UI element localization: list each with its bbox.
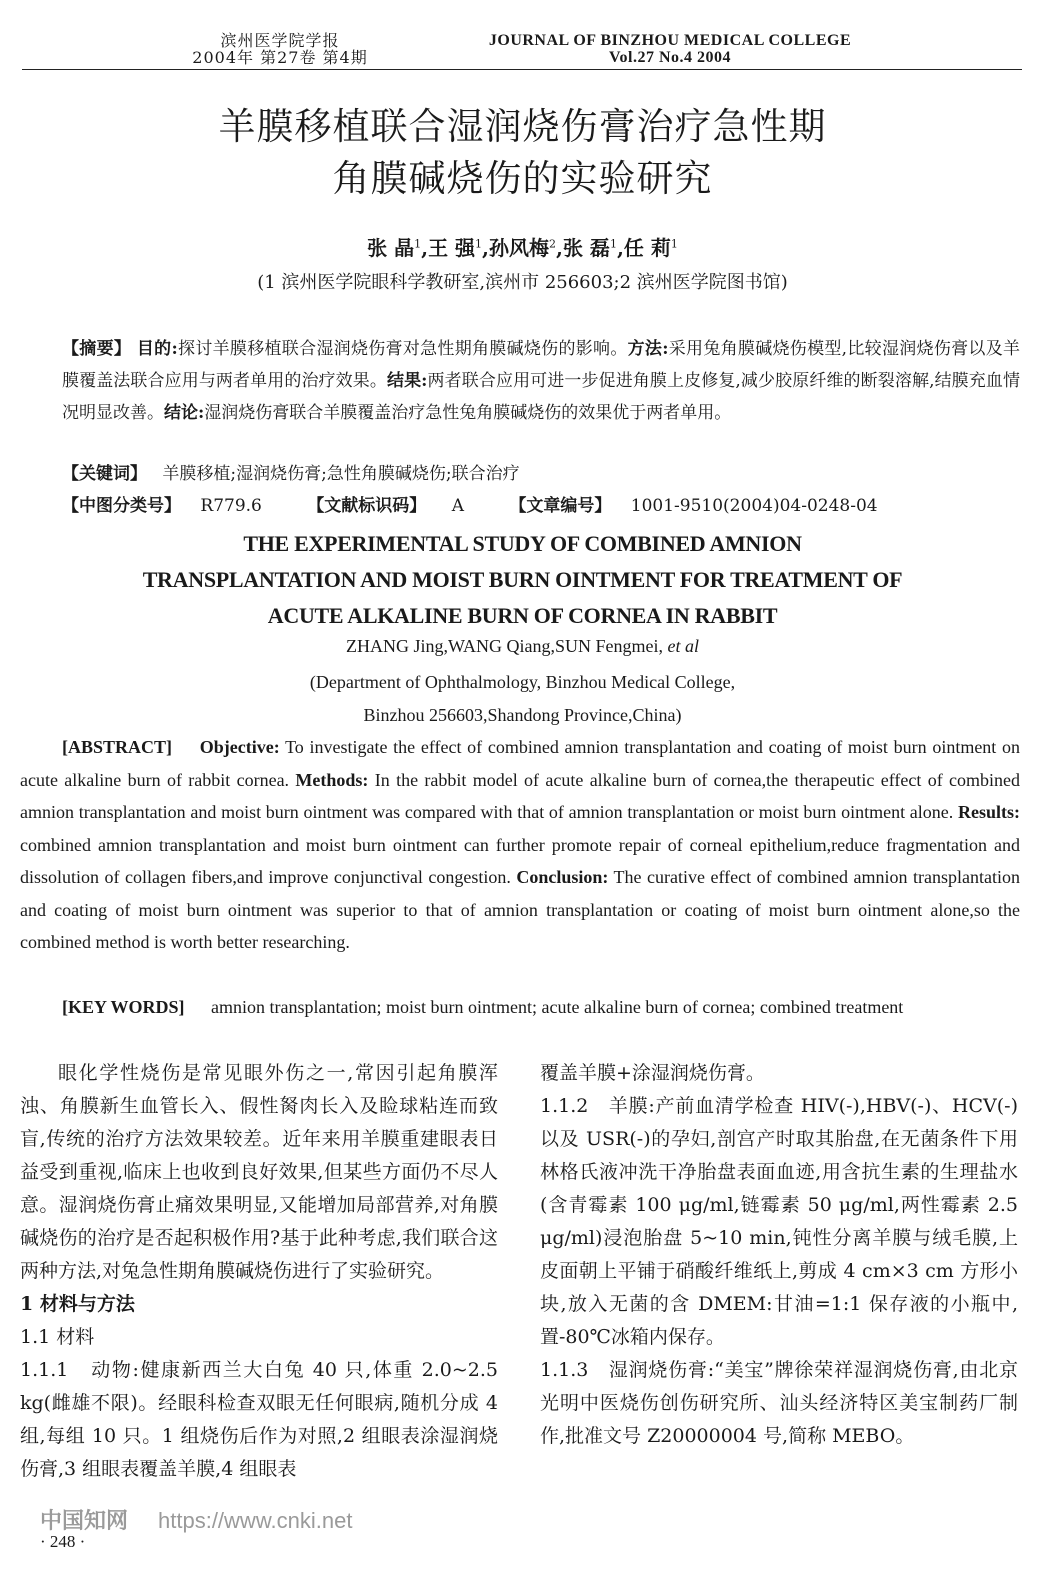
affiliation-cn: (1 滨州医学院眼科学教研室,滨州市 256603;2 滨州医学院图书馆): [257, 272, 788, 293]
cnki-watermark: [40, 1504, 352, 1535]
keywords-cn: [62, 459, 1020, 484]
keywords-en: [20, 993, 1020, 1021]
article-title-en: [0, 526, 1045, 634]
header-rule: [22, 69, 1022, 70]
section-heading-1: 1 材料与方法: [20, 1293, 135, 1315]
journal-name-en: JOURNAL OF BINZHOU MEDICAL COLLEGE: [488, 32, 852, 49]
running-header-right: [470, 32, 870, 66]
abstract-cn: [62, 333, 1020, 429]
paragraph-text: 动物:健康新西兰大白兔 40 只,体重 2.0~2.5 kg(雌雄不限)。经眼科检查双眼无任何眼病,随机分成 4 组,每组 10 只。1 组烧伤后作为对照,2 组眼表涂湿润烧伤膏,3 组眼表覆盖羊膜,4 组眼表: [20, 1359, 499, 1480]
objective-label: 目的:: [136, 339, 178, 359]
watermark-url: https://www.cnki.net: [158, 1508, 353, 1533]
paragraph-1-1-2: [540, 1090, 1018, 1354]
conclusion-en-text: The curative effect of combined amnion transplantation and coating of moist burn ointment was superior to that of amnion transplantation or coating of moist burn ointment alone,so the combined method is worth better researching.: [20, 867, 1020, 952]
author-affil-mark: 1: [414, 237, 422, 251]
affiliation-en-line-1: (Department of Ophthalmology, Binzhou Medical College,: [309, 672, 736, 692]
article-title-cn: [0, 101, 1045, 205]
results-en-label: Results:: [958, 802, 1021, 822]
article-id-label: 【文章编号】: [509, 496, 612, 516]
intro-paragraph: 眼化学性烧伤是常见眼外伤之一,常因引起角膜浑浊、角膜新生血管长入、假性胬肉长入及睑球粘连而致盲,传统的治疗方法效果较差。近年来用羊膜重建眼表日益受到重视,临床上也收到良好效果,但某些方面仍不尽人意。湿润烧伤膏止痛效果明显,又能增加局部营养,对角膜碱烧伤的治疗是否起积极作用?基于此种考虑,我们联合这两种方法,对兔急性期角膜碱烧伤进行了实验研究。: [20, 1062, 498, 1282]
objective-en-label: Objective:: [199, 737, 280, 757]
author-affil-mark: 1: [609, 237, 617, 251]
section-heading-1-1: 1.1 材料: [20, 1326, 95, 1348]
title-en-line-1: THE EXPERIMENTAL STUDY OF COMBINED AMNION: [243, 531, 802, 556]
running-header-left: [150, 32, 410, 66]
keywords-en-label: [KEY WORDS]: [62, 997, 185, 1017]
conclusion-text: 湿润烧伤膏联合羊膜覆盖治疗急性兔角膜碱烧伤的效果优于两者单用。: [204, 403, 732, 423]
methods-label: 方法:: [627, 339, 669, 359]
issue-info-cn: 2004年 第27卷 第4期: [192, 48, 368, 67]
clc-label: 【中图分类号】: [62, 496, 181, 516]
title-line-1: 羊膜移植联合湿润烧伤膏治疗急性期: [218, 105, 827, 148]
results-label: 结果:: [386, 371, 428, 391]
abstract-en-label: [ABSTRACT]: [62, 737, 173, 757]
page-number: · 248 ·: [40, 1532, 86, 1551]
conclusion-label: 结论:: [164, 403, 205, 423]
author-name: 张 磊: [562, 236, 610, 260]
author-affil-mark: 1: [670, 237, 678, 251]
title-line-2: 角膜碱烧伤的实验研究: [332, 157, 713, 200]
affiliation-en-line-2: Binzhou 256603,Shandong Province,China): [363, 705, 682, 725]
conclusion-en-label: Conclusion:: [516, 867, 609, 887]
title-en-line-3: ACUTE ALKALINE BURN OF CORNEA IN RABBIT: [267, 603, 778, 628]
paragraph-1-1-1: [20, 1354, 498, 1486]
watermark-cn: 中国知网: [40, 1508, 129, 1533]
et-al: et al: [667, 636, 699, 656]
paragraph-1-1-3: [540, 1354, 1018, 1453]
clc-value: R779.6: [200, 496, 262, 516]
continued-paragraph: 覆盖羊膜+涂湿润烧伤膏。: [540, 1062, 765, 1084]
author-affil-mark: 1: [475, 237, 483, 251]
keywords-text: 羊膜移植;湿润烧伤膏;急性角膜碱烧伤;联合治疗: [162, 464, 520, 484]
subsection-number: 1.1.3: [540, 1359, 589, 1381]
author-name: 张 晶: [367, 236, 415, 260]
abstract-en: [20, 731, 1020, 959]
subsection-number: 1.1.2: [540, 1095, 589, 1117]
keywords-label: 【关键词】: [62, 464, 147, 484]
keywords-en-text: amnion transplantation; moist burn ointment; acute alkaline burn of cornea; combined treatment: [211, 997, 904, 1017]
title-en-line-2: TRANSPLANTATION AND MOIST BURN OINTMENT FOR TREATMENT OF: [142, 567, 903, 592]
methods-en-label: Methods:: [295, 769, 369, 790]
results-text: 两者联合应用可进一步促进角膜上皮修复,减少胶原纤维的断裂溶解,结膜充血情况明显改善。: [62, 371, 1020, 423]
author-list-en: [0, 636, 1045, 657]
doc-code-value: A: [451, 496, 464, 516]
author-name: 王 强: [428, 236, 476, 260]
paragraph-text: 羊膜:产前血清学检查 HIV(-),HBV(-)、HCV(-)以及 USR(-)的孕妇,剖宫产时取其胎盘,在无菌条件下用林格氏液冲洗干净胎盘表面血迹,用含抗生素的生理盐水(含青霉素 100 μg/ml,链霉素 50 μg/ml,两性霉素 2.5 μg/ml)浸泡胎盘 5~10 min,钝性分离羊膜与绒毛膜,上皮面朝上平铺于硝酸纤维纸上,剪成 4 cm×3 cm 方形小块,放入无菌的含 DMEM:甘油=1:1 保存液的小瓶中,置-80℃冰箱内保存。: [540, 1095, 1018, 1348]
objective-en-text: To investigate the effect of combined amnion transplantation and coating of moist burn ointment on acute alkaline burn of rabbit cornea.: [20, 737, 1021, 790]
methods-text: 采用兔角膜碱烧伤模型,比较湿润烧伤膏以及羊膜覆盖法联合应用与两者单用的治疗效果。: [62, 339, 1020, 391]
author-list-cn: 张 晶$^1$,王 强$^1$,孙风梅$^2$,张 磊$^1$,任 莉$^1$: [367, 236, 678, 260]
abstract-label: 【摘要】: [62, 339, 132, 359]
paragraph-text: 湿润烧伤膏:“美宝”牌徐荣祥湿润烧伤膏,由北京光明中医烧伤创伤研究所、汕头经济特区美宝制药厂制作,批准文号 Z20000004 号,简称 MEBO。: [540, 1359, 1018, 1447]
issue-info-en: Vol.27 No.4 2004: [608, 49, 732, 66]
results-en-text: combined amnion transplantation and moist burn ointment can further promote repair of corneal epithelium,reduce fragmentation and dissolution of collagen fibers,and improve conjunctival congestion.: [20, 834, 1020, 887]
doc-code-label: 【文献标识码】: [307, 496, 427, 516]
subsection-number: 1.1.1: [20, 1359, 69, 1381]
classification-line: [62, 491, 1020, 516]
objective-text: 探讨羊膜移植联合湿润烧伤膏对急性期角膜碱烧伤的影响。: [177, 339, 628, 359]
author-name: 孙风梅: [489, 236, 549, 260]
authors-en-text: ZHANG Jing,WANG Qiang,SUN Fengmei,: [346, 636, 663, 656]
body-column-right: [540, 1057, 1018, 1453]
journal-name-cn: 滨州医学院学报: [220, 31, 340, 50]
methods-en-text: In the rabbit model of acute alkaline burn of cornea,the therapeutic effect of combined amnion transplantation and moist burn ointment was compared with that of amnion transplantation or moist burn ointment alone.: [20, 769, 1021, 822]
author-affil-mark: 2: [549, 237, 556, 251]
body-column-left: [20, 1057, 498, 1486]
author-name: 任 莉: [623, 236, 671, 260]
article-id-value: 1001-9510(2004)04-0248-04: [630, 496, 878, 516]
affiliation-en: [0, 666, 1045, 732]
